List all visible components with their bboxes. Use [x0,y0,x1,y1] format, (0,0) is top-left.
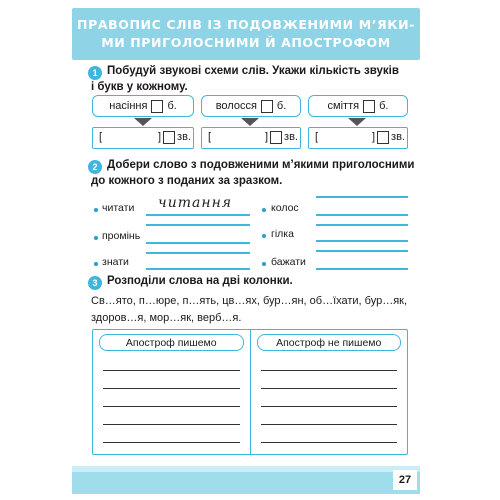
writing-line[interactable] [261,424,398,425]
sound-scheme-box-1[interactable] [92,127,194,149]
column-with-apostrophe [93,330,250,454]
sounds-count-box-1[interactable] [163,131,175,144]
word-2: волосся [215,100,257,112]
footer-wave [72,466,420,472]
task-1-line-2: і букв у кожному. [91,81,188,93]
column-header-1: Апостроф пишемо [99,334,244,351]
answer-line[interactable] [146,242,250,244]
answer-line[interactable] [316,196,408,198]
letters-count-box-3[interactable] [363,100,375,113]
footer-band [72,466,420,494]
writing-line[interactable] [103,442,240,443]
bracket-close: ] [264,131,268,143]
page-number: 27 [393,470,417,490]
sounds-suffix-3: зв. [391,131,405,143]
bullet-icon [262,234,266,238]
bullet-icon [262,208,266,212]
answer-line[interactable] [316,268,408,270]
task-3-words-line-2: здоров…я, мор…як, верб…я. [91,312,242,324]
left-word-1: читати [102,202,135,214]
bracket-open: [ [315,131,319,143]
answer-line[interactable] [146,252,250,254]
right-word-2: гілка [271,228,294,240]
bullet-icon [262,262,266,266]
word-1: насіння [109,100,148,112]
word-box-3 [308,95,408,117]
writing-line[interactable] [261,406,398,407]
writing-line[interactable] [103,406,240,407]
arrow-down-icon [241,118,259,126]
writing-line[interactable] [103,388,240,389]
title-banner [72,8,420,60]
answer-line[interactable] [316,250,408,252]
right-word-1: колос [271,202,299,214]
letters-suffix-1: б. [167,100,177,112]
bracket-open: [ [208,131,212,143]
column-header-2: Апостроф не пишемо [257,334,402,351]
sounds-suffix-2: зв. [284,131,298,143]
sound-scheme-box-3[interactable] [308,127,408,149]
answer-line[interactable] [316,214,408,216]
word-box-1 [92,95,194,117]
arrow-down-icon [134,118,152,126]
bracket-open: [ [99,131,103,143]
letters-count-box-1[interactable] [151,100,163,113]
answer-line[interactable] [316,224,408,226]
writing-line[interactable] [261,388,398,389]
answer-line[interactable] [316,240,408,242]
task-3-instruction: Розподіли слова на дві колонки. [107,275,293,287]
sound-scheme-box-2[interactable] [201,127,301,149]
writing-line[interactable] [103,370,240,371]
task-3-words-line-1: Св…ято, п…юре, п…ять, цв…ях, бур…ян, об…їхати, бур…як, [91,295,408,307]
task-2-line-2: до кожного з поданих за зразком. [91,175,283,187]
task-3-number: 3 [88,276,102,290]
task-1-line-1: Побудуй звукові схеми слів. Укажи кількість звуків [107,65,399,77]
sounds-count-box-3[interactable] [377,131,389,144]
answer-line[interactable] [146,224,250,226]
arrow-down-icon [348,118,366,126]
word-box-2 [201,95,301,117]
bracket-close: ] [157,131,161,143]
task-1-number: 1 [88,66,102,80]
sorting-table [92,329,408,455]
sounds-count-box-2[interactable] [270,131,282,144]
left-word-3: знати [102,256,129,268]
answer-line[interactable] [146,214,250,216]
writing-line[interactable] [261,442,398,443]
writing-line[interactable] [103,424,240,425]
task-2-line-1: Добери слово з подовженими м’якими приголосними [107,159,415,171]
letters-suffix-2: б. [276,100,287,112]
bullet-icon [94,236,98,240]
left-word-2: промінь [102,230,141,242]
title-line-1: ПРАВОПИС СЛІВ ІЗ ПОДОВЖЕНИМИ М’ЯКИ- [77,17,415,32]
bullet-icon [94,262,98,266]
writing-line[interactable] [261,370,398,371]
task-2-number: 2 [88,160,102,174]
example-answer: читання [158,195,233,211]
title-line-2: МИ ПРИГОЛОСНИМИ Й АПОСТРОФОМ [101,35,391,50]
letters-suffix-3: б. [379,100,389,112]
sounds-suffix-1: зв. [177,131,191,143]
word-3: сміття [327,100,360,112]
column-without-apostrophe [250,330,408,454]
right-word-3: бажати [271,256,306,268]
bullet-icon [94,208,98,212]
letters-count-box-2[interactable] [261,100,273,113]
answer-line[interactable] [146,268,250,270]
bracket-close: ] [371,131,375,143]
